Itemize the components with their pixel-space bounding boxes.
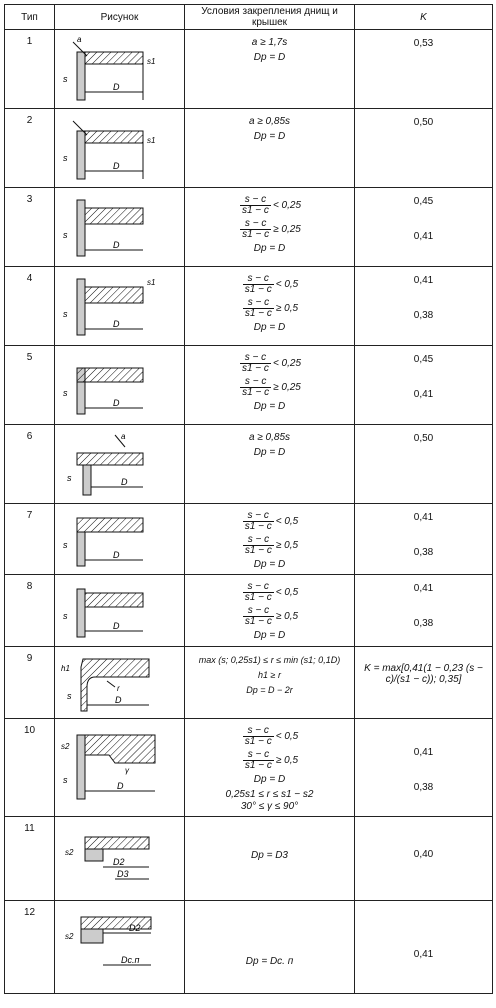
k-value: 0,40	[413, 849, 434, 860]
condition-line: < 0,5	[275, 516, 299, 528]
svg-text:D: D	[113, 621, 120, 631]
table-row	[5, 267, 493, 346]
svg-text:s: s	[63, 388, 68, 398]
k-value: 0,41	[413, 747, 434, 758]
condition-line: < 0,5	[275, 587, 299, 599]
table-row	[5, 346, 493, 425]
svg-text:D3: D3	[117, 869, 129, 879]
svg-text:D: D	[113, 240, 120, 250]
row-type: 1	[5, 30, 55, 109]
svg-text:s: s	[63, 74, 68, 84]
condition-line: < 0,5	[275, 731, 299, 743]
condition-line: 30° ≤ γ ≤ 90°	[240, 801, 299, 812]
table-row	[5, 188, 493, 267]
k-value: 0,45	[413, 196, 434, 207]
row-type: 8	[5, 575, 55, 647]
svg-text:s: s	[63, 775, 68, 785]
table-row	[5, 719, 493, 817]
svg-text:s: s	[63, 230, 68, 240]
table-row	[5, 647, 493, 719]
frac-num: s − c	[243, 726, 274, 737]
row-type: 12	[5, 901, 55, 994]
svg-text:D: D	[121, 477, 128, 487]
k-value: 0,41	[413, 583, 434, 594]
svg-text:D: D	[117, 781, 124, 791]
figure-type-11	[55, 817, 185, 901]
condition-line: ≥ 0,25	[273, 224, 301, 236]
condition-line: Dp = D	[253, 774, 286, 785]
condition-line: ≥ 0,25	[273, 382, 301, 394]
svg-text:D: D	[113, 398, 120, 408]
svg-text:s: s	[63, 309, 68, 319]
row-type: 5	[5, 346, 55, 425]
frac-den: s1 − c	[244, 521, 272, 532]
svg-text:s1: s1	[147, 278, 156, 287]
frac-den: s1 − c	[244, 616, 272, 627]
frac-num: s − c	[243, 511, 274, 522]
svg-text:s1: s1	[147, 136, 156, 145]
frac-den: s1 − c	[244, 308, 272, 319]
svg-text:D: D	[115, 695, 122, 705]
svg-text:s: s	[63, 611, 68, 621]
condition-line: Dp = D3	[251, 850, 288, 861]
svg-text:Dс.п: Dс.п	[121, 955, 140, 965]
condition-line: h1 ≥ r	[258, 670, 281, 680]
condition-line: ≥ 0,5	[275, 540, 299, 552]
condition-line: a ≥ 1,7s	[251, 37, 288, 48]
figure-type-10	[55, 719, 185, 817]
svg-text:s1: s1	[147, 57, 156, 66]
k-formula: K = max[0,41(1 − 0,23 (s − c)/(s1 − c)); 0,35]	[364, 663, 483, 685]
header-k: K	[355, 5, 493, 30]
svg-text:r: r	[117, 684, 120, 693]
frac-num: s − c	[243, 298, 274, 309]
table-row	[5, 901, 493, 994]
header-figure: Рисунок	[55, 5, 185, 30]
condition-line: max (s; 0,25s1) ≤ r ≤ min (s1; 0,1D)	[198, 655, 341, 665]
figure-type-4	[55, 267, 185, 346]
row-type: 2	[5, 109, 55, 188]
svg-text:D: D	[113, 319, 120, 329]
figure-type-2	[55, 109, 185, 188]
figure-type-8	[55, 575, 185, 647]
svg-text:D: D	[113, 161, 120, 171]
frac-den: s1 − c	[244, 736, 272, 747]
frac-den: s1 − c	[244, 592, 272, 603]
condition-line: Dp = D	[253, 401, 286, 412]
header-row	[5, 5, 493, 30]
frac-den: s1 − c	[244, 545, 272, 556]
svg-text:D2: D2	[129, 923, 141, 933]
frac-den: s1 − c	[241, 363, 269, 374]
header-type: Тип	[5, 5, 55, 30]
condition-line: Dp = D	[253, 322, 286, 333]
svg-text:γ: γ	[125, 766, 129, 775]
figure-type-7	[55, 504, 185, 575]
header-conditions: Условия закрепления днищ и крышек	[185, 5, 355, 30]
figure-type-5	[55, 346, 185, 425]
svg-text:h1: h1	[61, 664, 70, 673]
k-value: 0,41	[413, 389, 434, 400]
condition-line: Dp = D	[253, 559, 286, 570]
k-value: 0,45	[413, 354, 434, 365]
k-value: 0,41	[413, 231, 434, 242]
frac-den: s1 − c	[244, 760, 272, 771]
frac-den: s1 − c	[244, 284, 272, 295]
frac-num: s − c	[243, 606, 274, 617]
k-value: 0,41	[413, 512, 434, 523]
condition-line: a ≥ 0,85s	[248, 432, 291, 443]
table-row	[5, 425, 493, 504]
figure-type-12	[55, 901, 185, 994]
row-type: 10	[5, 719, 55, 817]
frac-num: s − c	[243, 274, 274, 285]
table-row	[5, 504, 493, 575]
svg-text:s: s	[67, 473, 72, 483]
frac-num: s − c	[240, 219, 271, 230]
svg-text:s: s	[63, 540, 68, 550]
frac-den: s1 − c	[242, 229, 270, 240]
condition-line: a ≥ 0,85s	[248, 116, 291, 127]
svg-text:a: a	[77, 35, 82, 44]
condition-line: 0,25s1 ≤ r ≤ s1 − s2	[225, 789, 314, 800]
frac-den: s1 − c	[242, 387, 270, 398]
svg-text:s2: s2	[65, 848, 74, 857]
condition-line: ≥ 0,5	[275, 755, 299, 767]
k-value: 0,50	[413, 433, 434, 444]
table-row	[5, 817, 493, 901]
k-value: 0,41	[413, 949, 434, 960]
k-value: 0,41	[413, 275, 434, 286]
row-type: 9	[5, 647, 55, 719]
k-value: 0,38	[413, 310, 434, 321]
condition-line: Dp = D − 2r	[246, 685, 293, 695]
svg-text:s2: s2	[65, 932, 74, 941]
k-value: 0,38	[413, 618, 434, 629]
k-value: 0,53	[413, 38, 434, 49]
condition-line: Dp = Dc. п	[245, 956, 294, 967]
condition-line: Dp = D	[253, 243, 286, 254]
frac-num: s − c	[240, 353, 271, 364]
frac-num: s − c	[243, 582, 274, 593]
condition-line: ≥ 0,5	[275, 611, 299, 623]
table-row	[5, 575, 493, 647]
k-value: 0,50	[413, 117, 434, 128]
condition-line: < 0,25	[272, 358, 302, 370]
svg-text:a: a	[121, 432, 126, 441]
svg-text:s: s	[67, 691, 72, 701]
svg-text:s2: s2	[61, 742, 70, 751]
svg-text:D: D	[113, 82, 120, 92]
k-value: 0,38	[413, 782, 434, 793]
condition-line: Dp = D	[253, 447, 286, 458]
condition-line: ≥ 0,5	[275, 303, 299, 315]
table-row	[5, 30, 493, 109]
svg-text:D: D	[113, 550, 120, 560]
condition-line: Dp = D	[253, 52, 286, 63]
svg-text:D2: D2	[113, 857, 125, 867]
figure-type-9	[55, 647, 185, 719]
figure-type-1	[55, 30, 185, 109]
row-type: 3	[5, 188, 55, 267]
fastening-table	[4, 4, 493, 994]
figure-type-3	[55, 188, 185, 267]
condition-line: < 0,5	[275, 279, 299, 291]
k-value: 0,38	[413, 547, 434, 558]
row-type: 7	[5, 504, 55, 575]
condition-line: Dp = D	[253, 630, 286, 641]
frac-num: s − c	[240, 195, 271, 206]
condition-line: < 0,25	[272, 200, 302, 212]
frac-den: s1 − c	[241, 205, 269, 216]
row-type: 6	[5, 425, 55, 504]
frac-num: s − c	[243, 535, 274, 546]
table-row	[5, 109, 493, 188]
frac-num: s − c	[240, 377, 271, 388]
condition-line: Dp = D	[253, 131, 286, 142]
frac-num: s − c	[243, 750, 274, 761]
svg-text:s: s	[63, 153, 68, 163]
row-type: 11	[5, 817, 55, 901]
figure-type-6	[55, 425, 185, 504]
row-type: 4	[5, 267, 55, 346]
